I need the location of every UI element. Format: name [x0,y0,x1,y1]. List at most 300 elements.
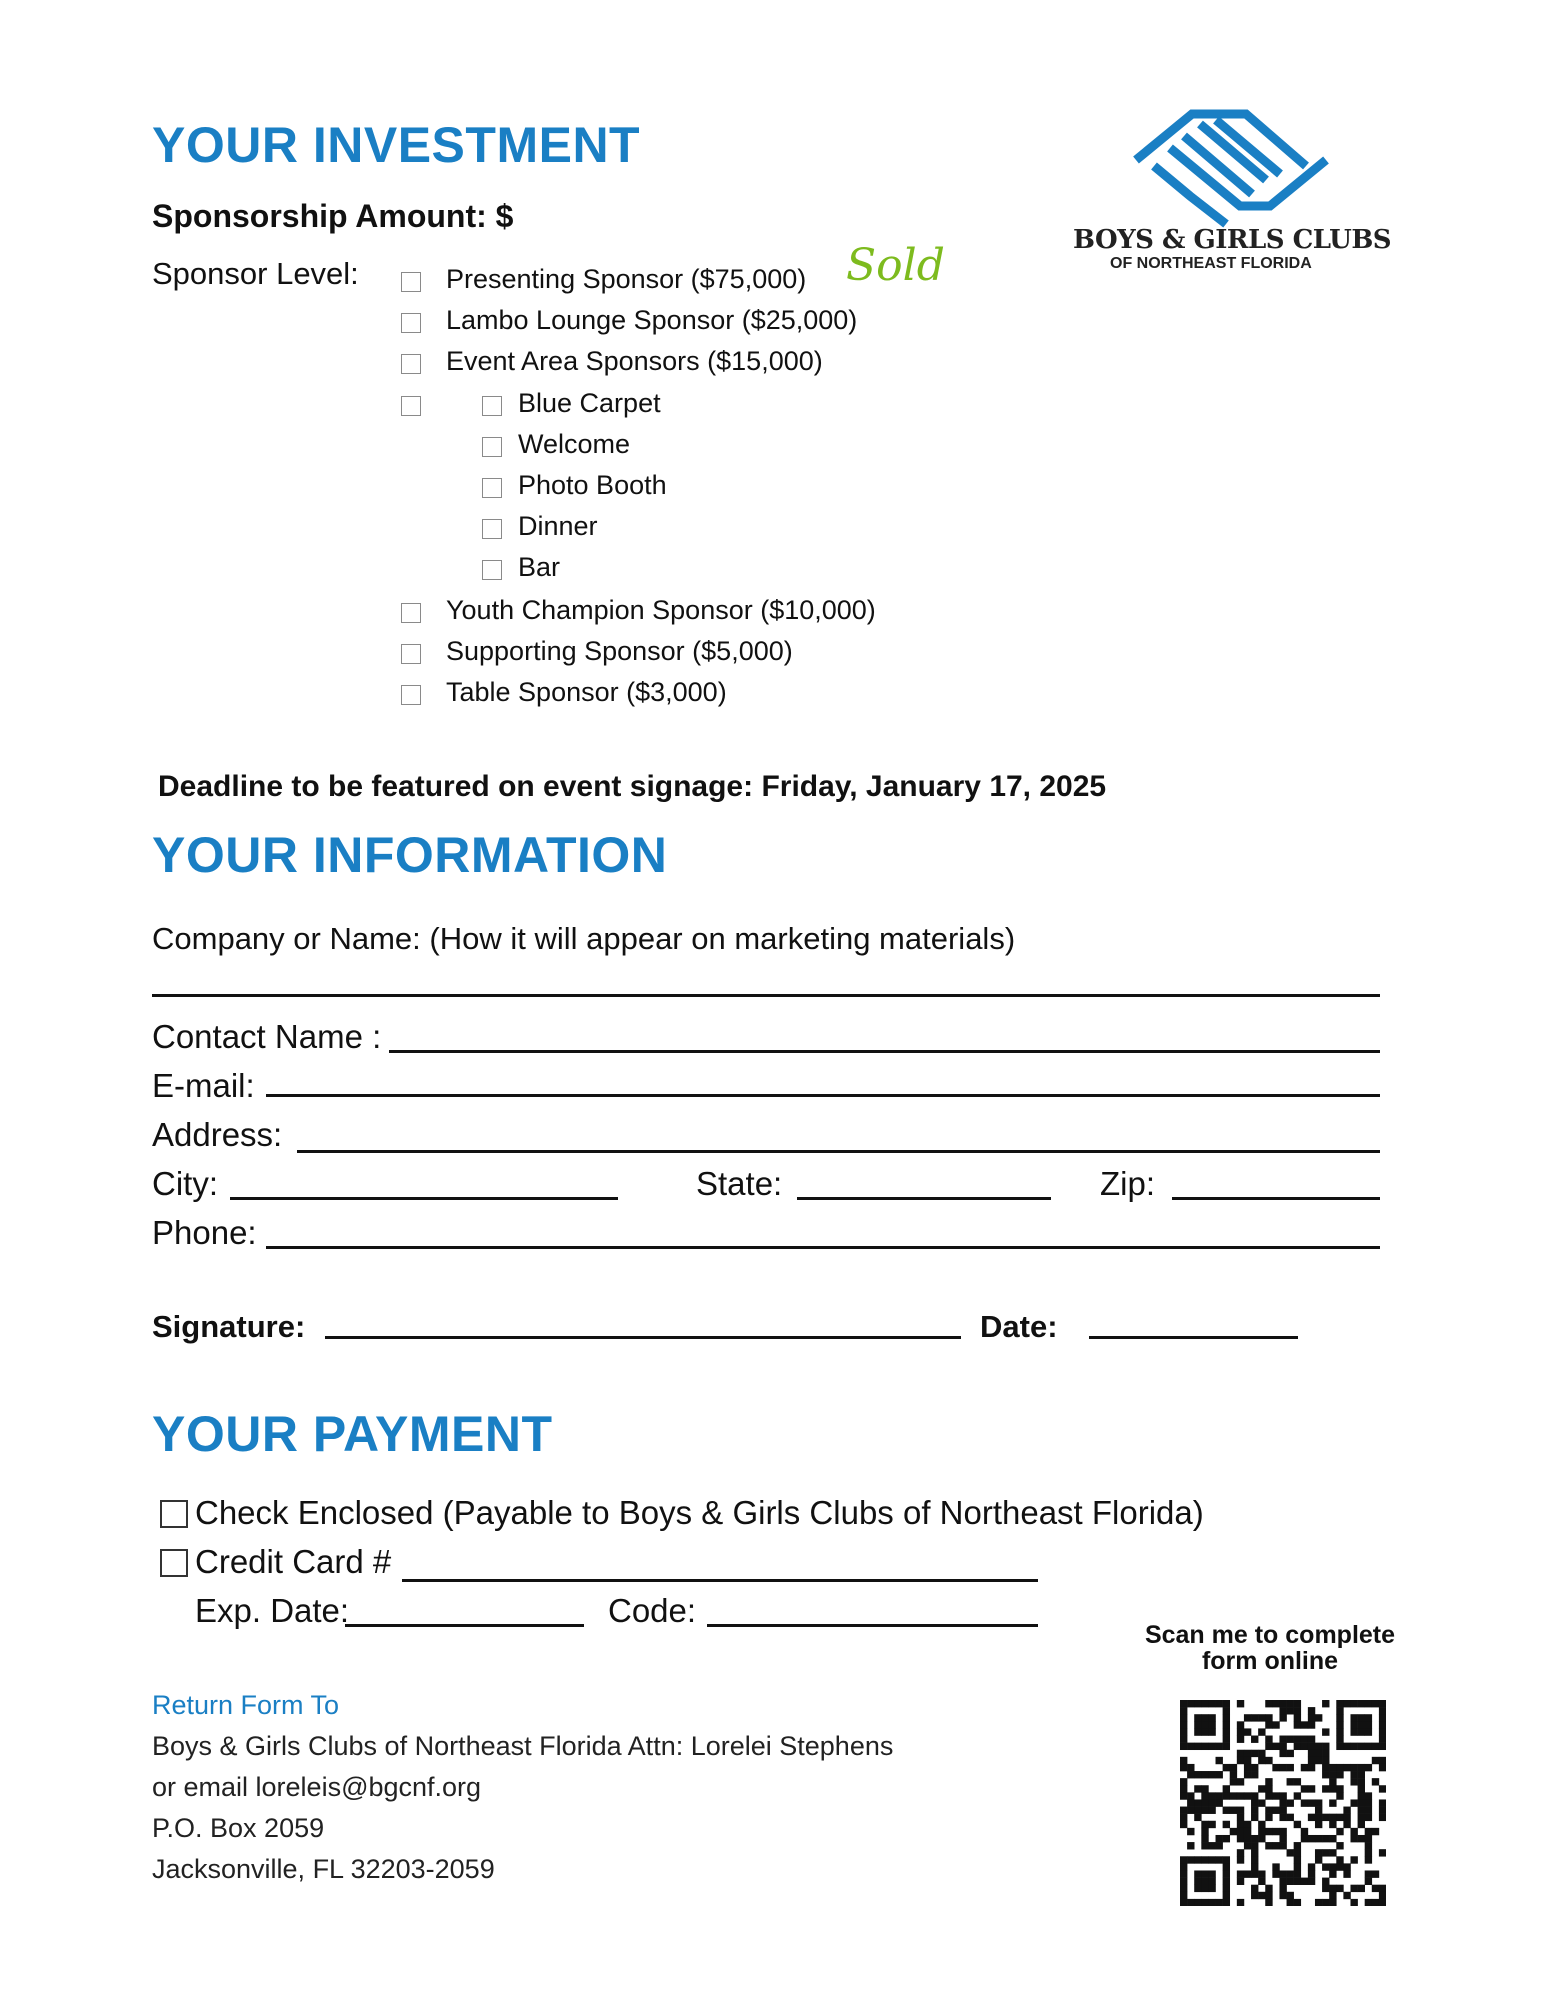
qr-module [1294,1821,1301,1828]
qr-module [1223,1764,1230,1771]
event-area-sub-checkbox[interactable] [401,396,421,416]
qr-module [1201,1835,1208,1842]
qr-module [1350,1728,1357,1735]
qr-module [1265,1899,1272,1906]
phone-input-line[interactable] [266,1246,1380,1249]
qr-module [1329,1892,1336,1899]
qr-module [1294,1856,1301,1863]
qr-module [1187,1807,1194,1814]
qr-module [1308,1785,1315,1792]
qr-module [1372,1700,1379,1707]
exp-date-input-line[interactable] [345,1624,584,1627]
qr-caption [1130,1622,1410,1674]
qr-module [1379,1807,1386,1814]
information-title: YOUR INFORMATION [152,827,668,883]
qr-module [1194,1785,1201,1792]
qr-module [1251,1764,1258,1771]
company-label: Company or Name: (How it will appear on marketing materials) [152,921,1016,956]
city-label: City: [152,1165,218,1202]
qr-module [1208,1771,1215,1778]
qr-module [1287,1814,1294,1821]
qr-module [1294,1870,1301,1877]
qr-module [1336,1700,1343,1707]
qr-module [1308,1736,1315,1743]
qr-module [1372,1899,1379,1906]
qr-module [1237,1856,1244,1863]
supporting-sponsor-label: Supporting Sponsor ($5,000) [446,636,793,666]
qr-caption-line1: Scan me to complete [1144,1621,1396,1649]
qr-module [1194,1714,1201,1721]
return-po-box: P.O. Box 2059 [152,1813,325,1843]
qr-module [1315,1807,1322,1814]
qr-module [1336,1814,1343,1821]
qr-module [1265,1828,1272,1835]
qr-module [1287,1700,1294,1707]
qr-module [1265,1807,1272,1814]
qr-module [1180,1821,1187,1828]
qr-module [1194,1885,1201,1892]
bar-label: Bar [518,552,561,582]
lambo-lounge-label: Lambo Lounge Sponsor ($25,000) [446,305,858,335]
qr-module [1294,1863,1301,1870]
qr-module [1372,1778,1379,1785]
qr-module [1187,1764,1194,1771]
signature-label: Signature: [152,1309,306,1344]
qr-module [1223,1707,1230,1714]
qr-module [1223,1899,1230,1906]
date-input-line[interactable] [1089,1336,1298,1339]
qr-module [1294,1842,1301,1849]
qr-module [1216,1743,1223,1750]
qr-module [1216,1792,1223,1799]
qr-module [1201,1807,1208,1814]
qr-module [1329,1821,1336,1828]
qr-module [1194,1700,1201,1707]
supporting-sponsor-checkbox[interactable] [401,644,421,664]
email-input-line[interactable] [266,1094,1380,1097]
qr-module [1272,1743,1279,1750]
qr-module [1379,1736,1386,1743]
qr-module [1201,1842,1208,1849]
qr-module [1315,1821,1322,1828]
qr-module [1365,1849,1372,1856]
qr-module [1308,1707,1315,1714]
youth-champion-label: Youth Champion Sponsor ($10,000) [446,595,876,625]
qr-module [1251,1792,1258,1799]
dinner-label: Dinner [518,511,598,541]
qr-module [1208,1743,1215,1750]
qr-module [1329,1835,1336,1842]
qr-module [1258,1799,1265,1806]
qr-module [1301,1743,1308,1750]
qr-module [1208,1721,1215,1728]
qr-module [1223,1807,1230,1814]
qr-module [1187,1899,1194,1906]
qr-module [1251,1814,1258,1821]
signature-input-line[interactable] [325,1336,961,1339]
qr-module [1343,1821,1350,1828]
blue-carpet-checkbox[interactable] [482,396,502,416]
logo-name: BOYS & GIRLS CLUBS [1073,225,1392,255]
qr-module [1244,1771,1251,1778]
qr-module [1223,1736,1230,1743]
qr-module [1287,1778,1294,1785]
qr-module [1187,1828,1194,1835]
address-input-line[interactable] [297,1150,1380,1153]
qr-module [1336,1842,1343,1849]
qr-module [1265,1785,1272,1792]
qr-module [1365,1799,1372,1806]
qr-module [1365,1714,1372,1721]
qr-module [1279,1799,1286,1806]
qr-module [1223,1728,1230,1735]
qr-module [1294,1778,1301,1785]
state-input-line[interactable] [797,1197,1051,1200]
bar-checkbox[interactable] [482,560,502,580]
qr-module [1251,1750,1258,1757]
qr-module [1336,1721,1343,1728]
qr-module [1180,1807,1187,1814]
qr-code[interactable] [1180,1700,1386,1906]
welcome-checkbox[interactable] [482,437,502,457]
qr-module [1308,1878,1315,1885]
qr-module [1329,1764,1336,1771]
qr-module [1237,1778,1244,1785]
table-sponsor-checkbox[interactable] [401,685,421,705]
qr-module [1223,1863,1230,1870]
qr-module [1279,1736,1286,1743]
address-label: Address: [152,1116,283,1153]
qr-module [1336,1764,1343,1771]
check-enclosed-checkbox[interactable] [160,1500,188,1528]
qr-module [1287,1878,1294,1885]
qr-module [1343,1764,1350,1771]
payment-title: YOUR PAYMENT [152,1406,553,1462]
event-area-checkbox[interactable] [401,354,421,374]
credit-card-checkbox[interactable] [160,1549,188,1577]
youth-champion-checkbox[interactable] [401,603,421,623]
qr-module [1350,1743,1357,1750]
qr-module [1379,1714,1386,1721]
investment-title: YOUR INVESTMENT [152,117,641,173]
qr-module [1223,1821,1230,1828]
qr-module [1208,1878,1215,1885]
qr-module [1301,1878,1308,1885]
qr-module [1294,1700,1301,1707]
qr-module [1237,1878,1244,1885]
qr-module [1322,1885,1329,1892]
qr-module [1237,1700,1244,1707]
qr-module [1180,1764,1187,1771]
qr-module [1223,1785,1230,1792]
qr-module [1237,1828,1244,1835]
qr-module [1372,1757,1379,1764]
photo-booth-label: Photo Booth [518,470,667,500]
qr-module [1201,1799,1208,1806]
qr-module [1379,1764,1386,1771]
qr-module [1279,1892,1286,1899]
qr-module [1208,1714,1215,1721]
qr-module [1336,1728,1343,1735]
qr-module [1187,1743,1194,1750]
qr-module [1237,1750,1244,1757]
qr-module [1201,1714,1208,1721]
dinner-checkbox[interactable] [482,519,502,539]
qr-module [1287,1736,1294,1743]
qr-module [1201,1878,1208,1885]
qr-module [1201,1728,1208,1735]
qr-module [1365,1728,1372,1735]
qr-module [1308,1863,1315,1870]
qr-module [1208,1821,1215,1828]
qr-module [1301,1764,1308,1771]
qr-module [1223,1714,1230,1721]
contact-name-input-line[interactable] [389,1050,1380,1053]
qr-module [1251,1885,1258,1892]
zip-input-line[interactable] [1172,1197,1380,1200]
qr-module [1358,1743,1365,1750]
qr-module [1251,1714,1258,1721]
qr-module [1258,1821,1265,1828]
qr-module [1237,1728,1244,1735]
qr-module [1372,1828,1379,1835]
phone-label: Phone: [152,1214,257,1251]
qr-module [1329,1863,1336,1870]
qr-module [1350,1714,1357,1721]
qr-module [1287,1849,1294,1856]
sponsor-level-label: Sponsor Level: [152,256,359,291]
qr-module [1365,1828,1372,1835]
qr-module [1201,1771,1208,1778]
qr-module [1201,1821,1208,1828]
qr-module [1315,1799,1322,1806]
qr-module [1230,1807,1237,1814]
qr-module [1358,1792,1365,1799]
qr-module [1329,1785,1336,1792]
qr-module [1322,1771,1329,1778]
qr-module [1365,1743,1372,1750]
qr-module [1294,1736,1301,1743]
qr-module [1329,1885,1336,1892]
qr-module [1194,1728,1201,1735]
qr-module [1265,1792,1272,1799]
qr-module [1187,1842,1194,1849]
qr-module [1201,1828,1208,1835]
qr-module [1365,1807,1372,1814]
qr-module [1350,1856,1357,1863]
qr-module [1237,1821,1244,1828]
qr-module [1322,1878,1329,1885]
return-form-title: Return Form To [152,1690,340,1720]
qr-module [1258,1714,1265,1721]
qr-module [1251,1863,1258,1870]
qr-module [1279,1700,1286,1707]
qr-module [1287,1899,1294,1906]
qr-module [1223,1792,1230,1799]
qr-module [1251,1849,1258,1856]
qr-module [1180,1863,1187,1870]
presenting-sponsor-checkbox[interactable] [401,272,421,292]
qr-module [1315,1750,1322,1757]
qr-module [1294,1743,1301,1750]
qr-module [1294,1721,1301,1728]
qr-module [1279,1807,1286,1814]
qr-module [1244,1828,1251,1835]
qr-module [1315,1757,1322,1764]
qr-module [1279,1714,1286,1721]
hands-logo-icon [1130,108,1330,228]
qr-module [1279,1750,1286,1757]
qr-module [1379,1785,1386,1792]
qr-module [1294,1849,1301,1856]
qr-module [1294,1899,1301,1906]
qr-module [1180,1707,1187,1714]
qr-module [1358,1778,1365,1785]
qr-module [1287,1707,1294,1714]
welcome-label: Welcome [518,429,631,459]
qr-module [1315,1743,1322,1750]
qr-module [1350,1721,1357,1728]
qr-module [1180,1856,1187,1863]
qr-module [1272,1721,1279,1728]
qr-module [1244,1835,1251,1842]
contact-name-label: Contact Name : [152,1018,382,1055]
code-input-line[interactable] [707,1624,1038,1627]
qr-module [1208,1700,1215,1707]
qr-module [1216,1899,1223,1906]
qr-module [1258,1785,1265,1792]
qr-module [1322,1785,1329,1792]
qr-module [1301,1721,1308,1728]
photo-booth-checkbox[interactable] [482,478,502,498]
qr-module [1379,1728,1386,1735]
qr-module [1201,1743,1208,1750]
qr-module [1272,1807,1279,1814]
qr-module [1315,1714,1322,1721]
qr-module [1272,1700,1279,1707]
qr-module [1343,1700,1350,1707]
qr-module [1308,1764,1315,1771]
qr-module [1315,1856,1322,1863]
qr-module [1180,1792,1187,1799]
qr-module [1194,1721,1201,1728]
qr-module [1279,1792,1286,1799]
deadline-text: Deadline to be featured on event signage: Friday, January 17, 2025 [158,770,1107,803]
qr-module [1251,1799,1258,1806]
qr-module [1365,1792,1372,1799]
qr-module [1301,1835,1308,1842]
credit-card-label: Credit Card # [195,1543,392,1580]
qr-module [1208,1842,1215,1849]
qr-module [1180,1757,1187,1764]
qr-module [1379,1743,1386,1750]
qr-module [1379,1892,1386,1899]
qr-module [1279,1814,1286,1821]
qr-module [1216,1799,1223,1806]
qr-module [1287,1750,1294,1757]
qr-module [1365,1764,1372,1771]
qr-module [1279,1870,1286,1877]
return-email-line: or email loreleis@bgcnf.org [152,1772,482,1802]
qr-module [1329,1771,1336,1778]
qr-module [1237,1870,1244,1877]
qr-module [1201,1792,1208,1799]
qr-module [1287,1764,1294,1771]
qr-module [1358,1799,1365,1806]
qr-module [1216,1835,1223,1842]
lambo-lounge-checkbox[interactable] [401,313,421,333]
qr-module [1272,1863,1279,1870]
qr-module [1201,1870,1208,1877]
qr-module [1358,1771,1365,1778]
qr-module [1237,1792,1244,1799]
qr-module [1294,1707,1301,1714]
qr-module [1180,1878,1187,1885]
qr-module [1251,1771,1258,1778]
qr-module [1329,1778,1336,1785]
qr-module [1201,1899,1208,1906]
return-city-line: Jacksonville, FL 32203-2059 [152,1854,495,1884]
qr-module [1194,1799,1201,1806]
qr-module [1244,1842,1251,1849]
qr-module [1187,1771,1194,1778]
qr-module [1180,1778,1187,1785]
qr-module [1358,1807,1365,1814]
qr-module [1379,1757,1386,1764]
qr-module [1180,1892,1187,1899]
qr-module [1322,1764,1329,1771]
qr-module [1379,1707,1386,1714]
qr-module [1287,1870,1294,1877]
qr-module [1379,1700,1386,1707]
qr-module [1244,1714,1251,1721]
qr-module [1230,1778,1237,1785]
qr-module [1315,1814,1322,1821]
qr-module [1194,1743,1201,1750]
qr-module [1223,1743,1230,1750]
company-input-line[interactable] [152,994,1380,997]
qr-module [1343,1807,1350,1814]
qr-module [1187,1856,1194,1863]
qr-module [1272,1828,1279,1835]
qr-module [1223,1856,1230,1863]
qr-module [1308,1814,1315,1821]
qr-module [1343,1743,1350,1750]
qr-module [1365,1842,1372,1849]
qr-module [1180,1743,1187,1750]
qr-module [1265,1700,1272,1707]
sold-handwritten-note: Sold [846,240,945,291]
qr-module [1265,1714,1272,1721]
qr-module [1194,1870,1201,1877]
qr-module [1223,1721,1230,1728]
city-input-line[interactable] [230,1197,618,1200]
qr-module [1208,1799,1215,1806]
qr-module [1336,1771,1343,1778]
bgc-logo [1130,108,1330,228]
qr-module [1301,1736,1308,1743]
qr-module [1358,1700,1365,1707]
qr-module [1322,1814,1329,1821]
qr-module [1258,1728,1265,1735]
qr-module [1251,1835,1258,1842]
qr-module [1350,1700,1357,1707]
qr-module [1258,1870,1265,1877]
credit-card-input-line[interactable] [402,1579,1038,1582]
qr-module [1180,1728,1187,1735]
qr-module [1301,1799,1308,1806]
qr-module [1272,1792,1279,1799]
